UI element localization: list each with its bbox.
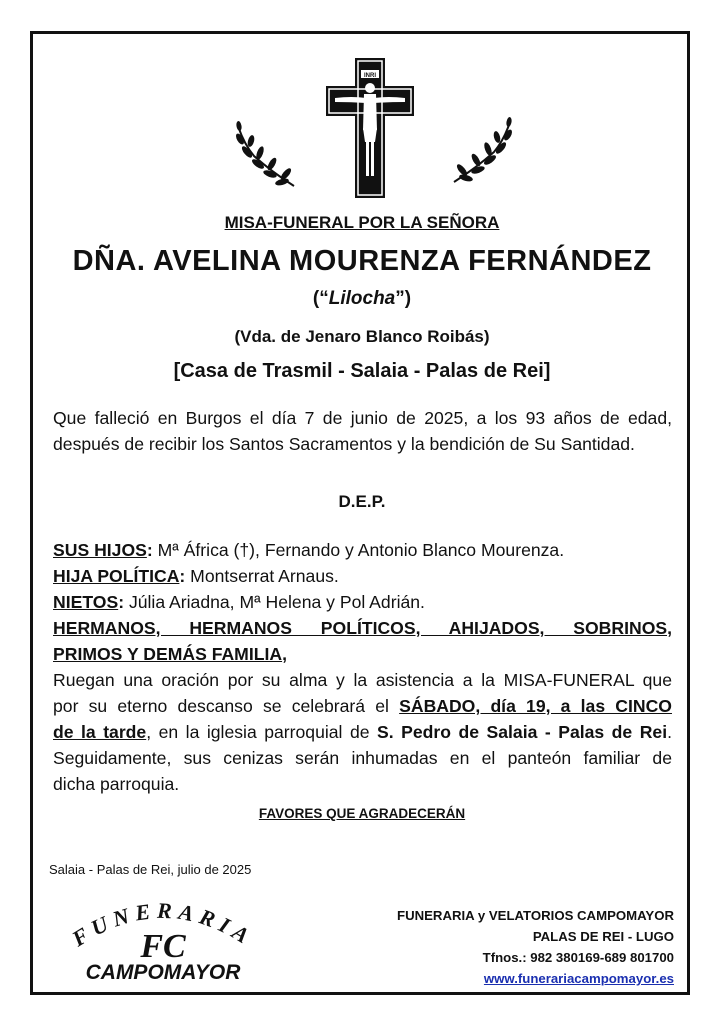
laurel-left-icon: [232, 120, 300, 188]
request-line2: [53, 693, 672, 719]
mass-time-part: de la tarde: [53, 722, 147, 742]
grandchildren-label: NIETOS: [53, 592, 119, 612]
company-phones: Tfnos.: 982 380169-689 801700: [482, 950, 674, 965]
funeraria-logo: [48, 895, 278, 985]
request-line1: Ruegan una oración por su alma y la asistencia a la MISA-FUNERAL que: [53, 670, 672, 690]
company-info: [397, 905, 674, 989]
grandchildren-line: [53, 589, 672, 615]
mass-day-time: SÁBADO, día 19, a las CINCO: [399, 696, 672, 716]
inri-plaque: INRI: [364, 73, 376, 79]
children-label: SUS HIJOS: [53, 540, 147, 560]
grandchildren-names: Júlia Ariadna, Mª Helena y Pol Adrián.: [128, 592, 425, 612]
place-date: Salaia - Palas de Rei, julio de 2025: [49, 862, 252, 877]
notice-subtitle: MISA-FUNERAL POR LA SEÑORA: [224, 213, 500, 232]
house-location: [Casa de Trasmil - Salaia - Palas de Rei]: [173, 360, 551, 382]
death-paragraph: Que falleció en Burgos el día 7 de junio de 2025, a los 93 años de edad, después de recibir los Santos Sacramentos y la bendición de Su Santidad.: [53, 408, 672, 454]
deceased-name: DÑA. AVELINA MOURENZA FERNÁNDEZ: [72, 245, 652, 277]
children-names: Mª África (†), Fernando y Antonio Blanco Mourenza.: [157, 540, 565, 560]
nickname-close: ”): [395, 288, 412, 309]
logo-monogram: FC: [140, 928, 186, 965]
logo-name: CAMPOMAYOR: [85, 961, 241, 984]
crucifix-icon: [326, 58, 414, 200]
other-relatives-text: PRIMOS Y DEMÁS FAMILIA: [53, 644, 283, 664]
widow-of: (Vda. de Jenaro Blanco Roibás): [234, 327, 490, 346]
other-relatives-comma: ,: [282, 644, 287, 664]
logo-arc-text: FUNERARIA: [67, 897, 259, 952]
company-location: PALAS DE REI - LUGO: [532, 929, 674, 944]
daughter-in-law-label: HIJA POLÍTICA: [53, 566, 180, 586]
other-relatives-line1: HERMANOS, HERMANOS POLÍTICOS, AHIJADOS, SOBRINOS,: [53, 618, 672, 638]
request-line4: Seguidamente, sus cenizas serán inhumadas en el panteón familiar de: [53, 748, 672, 768]
nickname-open: (“: [312, 288, 329, 309]
request-line2-text: por su eterno descanso se celebrará el: [53, 696, 400, 716]
request-line5: dicha parroquia.: [53, 774, 180, 794]
request-line3-end: .: [667, 722, 672, 742]
mass-church: S. Pedro de Salaia - Palas de Rei: [377, 722, 668, 742]
request-line3-text: , en la iglesia parroquial de: [146, 722, 378, 742]
daughter-in-law-line: [53, 563, 672, 589]
children-sep: :: [146, 540, 158, 560]
grandchildren-sep: :: [118, 592, 129, 612]
closing-thanks: FAVORES QUE AGRADECERÁN: [258, 806, 466, 821]
children-line: [53, 537, 672, 563]
other-relatives-line2: [53, 641, 672, 667]
daughter-in-law-sep: :: [179, 566, 191, 586]
daughter-in-law-name: Montserrat Arnaus.: [190, 566, 339, 586]
company-name: FUNERARIA y VELATORIOS CAMPOMAYOR: [397, 908, 674, 923]
dep-heading: D.E.P.: [338, 492, 386, 511]
deceased-nickname: [0, 288, 724, 310]
family-list: [53, 537, 672, 797]
request-line3: [53, 719, 672, 745]
laurel-right-icon: [448, 116, 516, 184]
nickname-text: Lilocha: [328, 288, 396, 309]
company-website-link[interactable]: www.funerariacampomayor.es: [483, 971, 674, 986]
